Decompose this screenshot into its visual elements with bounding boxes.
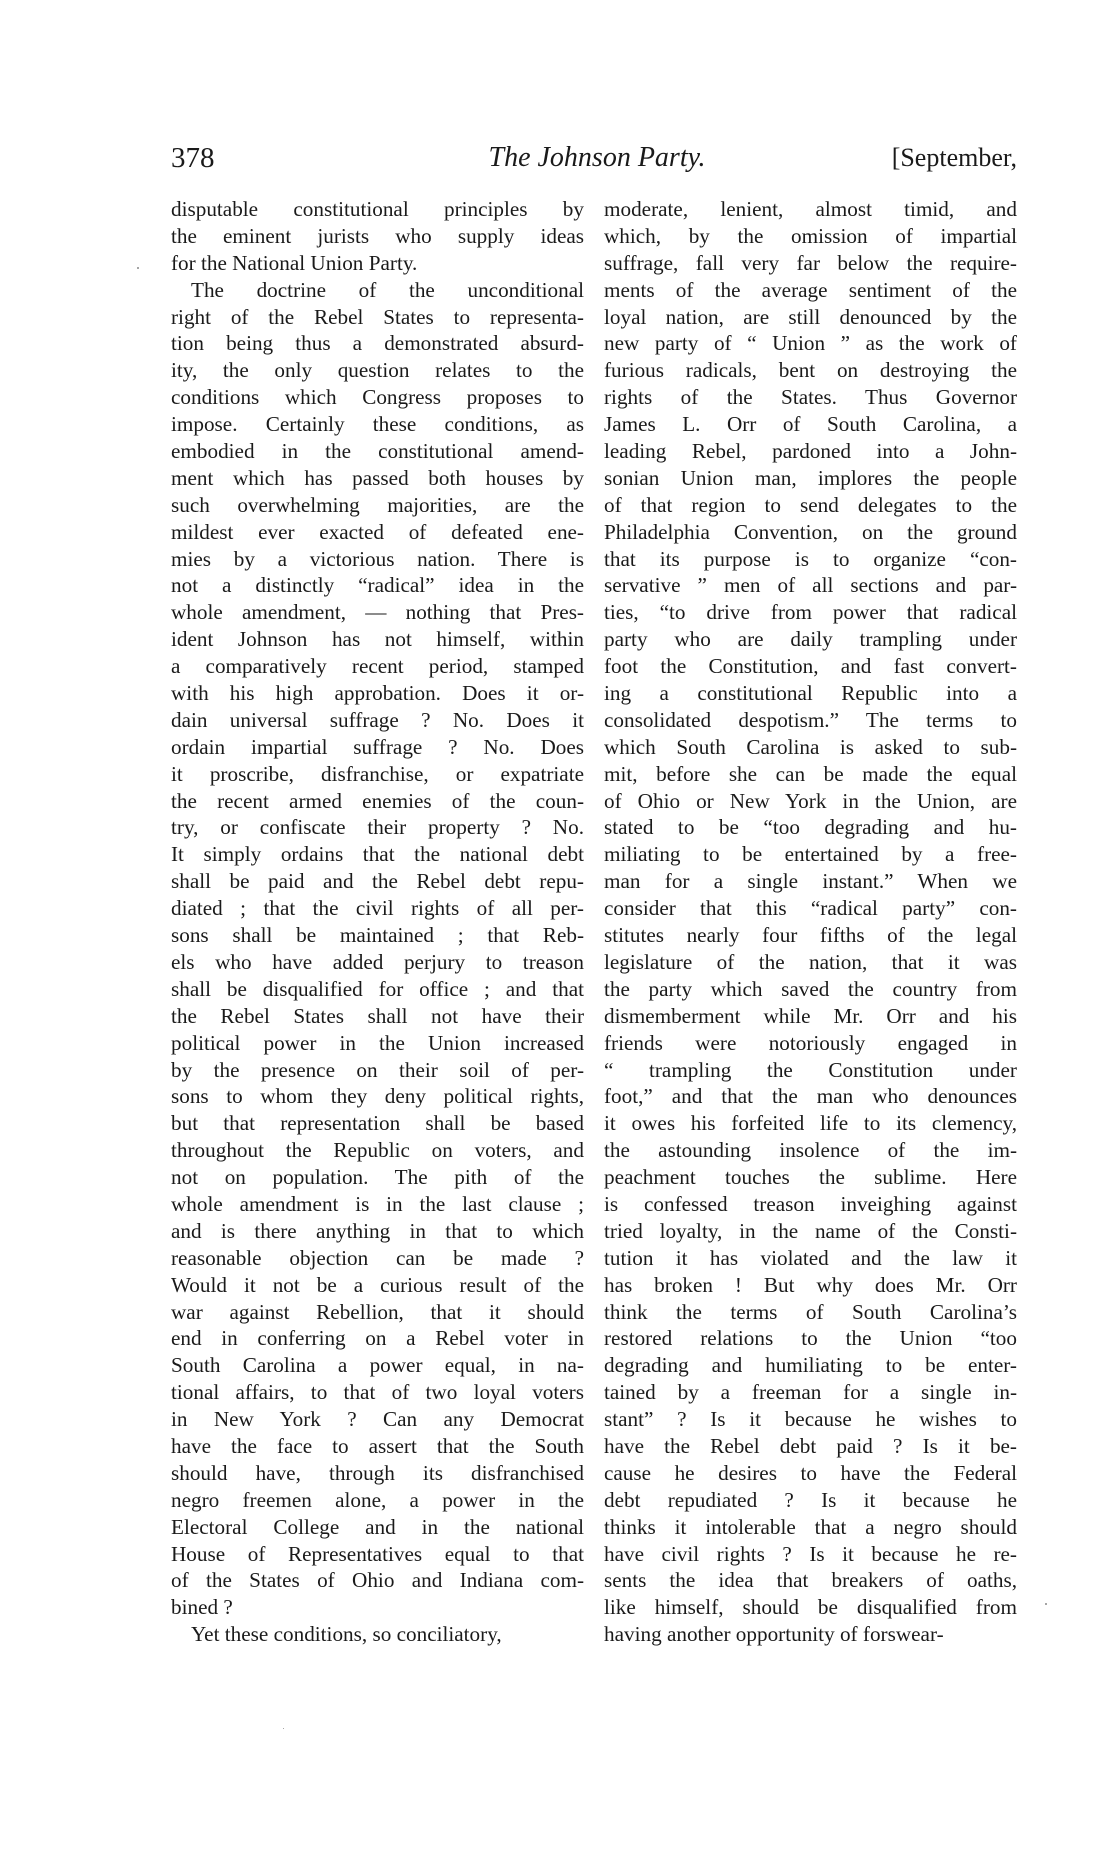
text-line: Philadelphia Convention, on the ground: [604, 519, 1017, 544]
text-line: of Ohio or New York in the Union, are: [604, 788, 1017, 813]
text-line: sents the idea that breakers of oaths,: [604, 1568, 1017, 1593]
text-line: whole amendment is in the last clause ;: [171, 1191, 584, 1216]
text-line: foot,” and that the man who denounces: [604, 1084, 1017, 1109]
text-line: have the Rebel debt paid ? Is it be-: [604, 1433, 1017, 1458]
text-line: which South Carolina is asked to sub-: [604, 734, 1017, 759]
text-line: of the States of Ohio and Indiana com-: [171, 1568, 584, 1593]
running-date: [September,: [891, 143, 1017, 172]
text-line: restored relations to the Union “too: [604, 1326, 1017, 1351]
text-line: Yet these conditions, so conciliatory,: [191, 1622, 502, 1647]
text-line: peachment touches the sublime. Here: [604, 1165, 1017, 1190]
text-line: such overwhelming majorities, are the: [171, 492, 584, 517]
text-line: mildest ever exacted of defeated ene-: [171, 519, 584, 544]
page-header: [171, 140, 1017, 176]
text-line: miliating to be entertained by a free-: [604, 842, 1017, 867]
text-line: of that region to send delegates to the: [604, 492, 1017, 517]
text-line: stated to be “too degrading and hu-: [604, 815, 1017, 840]
text-line: party who are daily trampling under: [604, 627, 1017, 652]
text-line: right of the Rebel States to representa-: [171, 304, 584, 329]
text-line: The doctrine of the unconditional: [191, 277, 584, 302]
text-line: has broken ! But why does Mr. Orr: [604, 1272, 1017, 1297]
text-line: moderate, lenient, almost timid, and: [604, 197, 1017, 221]
text-line: House of Representatives equal to that: [171, 1541, 584, 1566]
text-line: mit, before she can be made the equal: [604, 761, 1017, 786]
text-line: think the terms of South Carolina’s: [604, 1299, 1017, 1324]
text-line: the recent armed enemies of the coun-: [171, 788, 584, 813]
text-line: mies by a victorious nation. There is: [171, 546, 584, 571]
text-line: foot the Constitution, and fast convert-: [604, 654, 1017, 679]
text-line: sonian Union man, implores the people: [604, 465, 1017, 490]
text-line: should have, through its disfranchised: [171, 1460, 584, 1485]
scan-speck: [137, 267, 139, 269]
text-line: South Carolina a power equal, in na-: [171, 1353, 584, 1378]
text-line: new party of “ Union ” as the work of: [604, 331, 1017, 356]
text-line: ment which has passed both houses by: [171, 465, 584, 490]
text-line: tution it has violated and the law it: [604, 1245, 1017, 1270]
text-line: tried loyalty, in the name of the Consti-: [604, 1218, 1017, 1243]
text-line: conditions which Congress proposes to: [171, 385, 584, 410]
text-line: dain universal suffrage ? No. Does it: [171, 707, 584, 732]
text-line: servative ” men of all sections and par-: [604, 573, 1017, 598]
text-line: having another opportunity of forswear-: [604, 1622, 944, 1647]
text-line: “ trampling the Constitution under: [604, 1057, 1017, 1082]
text-line: tained by a freeman for a single in-: [604, 1380, 1017, 1405]
text-line: legislature of the nation, that it was: [604, 949, 1017, 974]
text-line: whole amendment, — nothing that Pres-: [171, 600, 584, 625]
text-line: the astounding insolence of the im-: [604, 1138, 1017, 1163]
left-column: [171, 196, 584, 1648]
text-line: Electoral College and in the national: [171, 1514, 584, 1539]
text-line: the Rebel States shall not have their: [171, 1003, 584, 1028]
text-line: tion being thus a demonstrated absurd-: [171, 331, 584, 356]
text-line: debt repudiated ? Is it because he: [604, 1487, 1017, 1512]
text-line: tional affairs, to that of two loyal voters: [171, 1380, 584, 1405]
text-line: and is there anything in that to which: [171, 1218, 584, 1243]
text-line: furious radicals, bent on destroying the: [604, 358, 1017, 383]
text-line: shall be paid and the Rebel debt repu-: [171, 869, 584, 894]
text-line: which, by the omission of impartial: [604, 223, 1017, 248]
text-line: for the National Union Party.: [171, 250, 418, 275]
text-line: it proscribe, disfranchise, or expatriate: [171, 761, 584, 786]
right-column: [604, 196, 1017, 1648]
text-line: shall be disqualified for office ; and that: [171, 976, 584, 1001]
text-line: bined ?: [171, 1595, 233, 1620]
text-line: friends were notoriously engaged in: [604, 1030, 1017, 1055]
text-line: by the presence on their soil of per-: [171, 1057, 584, 1082]
text-line: rights of the States. Thus Governor: [604, 385, 1017, 410]
text-line: loyal nation, are still denounced by the: [604, 304, 1017, 329]
scan-speck: [1045, 1603, 1047, 1605]
text-line: ments of the average sentiment of the: [604, 277, 1017, 302]
text-line: the eminent jurists who supply ideas: [171, 223, 584, 248]
page-number: 378: [171, 142, 215, 174]
text-line: ordain impartial suffrage ? No. Does: [171, 734, 584, 759]
text-line: Would it not be a curious result of the: [171, 1272, 584, 1297]
text-line: It simply ordains that the national debt: [171, 842, 584, 867]
text-line: els who have added perjury to treason: [171, 949, 584, 974]
text-line: leading Rebel, pardoned into a John-: [604, 439, 1017, 464]
text-line: throughout the Republic on voters, and: [171, 1138, 584, 1163]
text-line: in New York ? Can any Democrat: [171, 1407, 584, 1432]
text-line: ing a constitutional Republic into a: [604, 681, 1017, 706]
text-line: political power in the Union increased: [171, 1030, 584, 1055]
text-line: suffrage, fall very far below the require-: [604, 250, 1017, 275]
text-line: try, or confiscate their property ? No.: [171, 815, 584, 840]
scan-speck: [283, 1728, 284, 1729]
text-line: disputable constitutional principles by: [171, 197, 584, 221]
text-line: sons to whom they deny political rights,: [171, 1084, 584, 1109]
text-line: have civil rights ? Is it because he re-: [604, 1541, 1017, 1566]
text-line: degrading and humiliating to be enter-: [604, 1353, 1017, 1378]
text-line: ties, “to drive from power that radical: [604, 600, 1017, 625]
text-line: ity, the only question relates to the: [171, 358, 584, 383]
text-line: end in conferring on a Rebel voter in: [171, 1326, 584, 1351]
text-line: stant” ? Is it because he wishes to: [604, 1407, 1017, 1432]
text-line: cause he desires to have the Federal: [604, 1460, 1017, 1485]
text-line: thinks it intolerable that a negro should: [604, 1514, 1017, 1539]
text-line: dismemberment while Mr. Orr and his: [604, 1003, 1017, 1028]
text-line: not a distinctly “radical” idea in the: [171, 573, 584, 598]
text-line: the party which saved the country from: [604, 976, 1017, 1001]
text-line: ident Johnson has not himself, within: [171, 627, 584, 652]
text-line: sons shall be maintained ; that Reb-: [171, 923, 584, 948]
text-line: but that representation shall be based: [171, 1111, 584, 1136]
text-line: like himself, should be disqualified from: [604, 1595, 1017, 1620]
text-line: James L. Orr of South Carolina, a: [604, 412, 1017, 437]
text-line: embodied in the constitutional amend-: [171, 439, 584, 464]
text-line: stitutes nearly four fifths of the legal: [604, 923, 1017, 948]
text-line: reasonable objection can be made ?: [171, 1245, 584, 1270]
text-line: a comparatively recent period, stamped: [171, 654, 584, 679]
text-line: with his high approbation. Does it or-: [171, 681, 584, 706]
text-line: man for a single instant.” When we: [604, 869, 1017, 894]
text-line: not on population. The pith of the: [171, 1165, 584, 1190]
text-line: diated ; that the civil rights of all per-: [171, 896, 584, 921]
text-line: it owes his forfeited life to its clemency,: [604, 1111, 1017, 1136]
text-line: is confessed treason inveighing against: [604, 1191, 1017, 1216]
running-title: The Johnson Party.: [488, 142, 706, 173]
text-line: that its purpose is to organize “con-: [604, 546, 1017, 571]
text-line: war against Rebellion, that it should: [171, 1299, 584, 1324]
text-line: have the face to assert that the South: [171, 1433, 584, 1458]
text-line: impose. Certainly these conditions, as: [171, 412, 584, 437]
text-line: consolidated despotism.” The terms to: [604, 707, 1017, 732]
text-line: negro freemen alone, a power in the: [171, 1487, 584, 1512]
text-line: consider that this “radical party” con-: [604, 896, 1017, 921]
